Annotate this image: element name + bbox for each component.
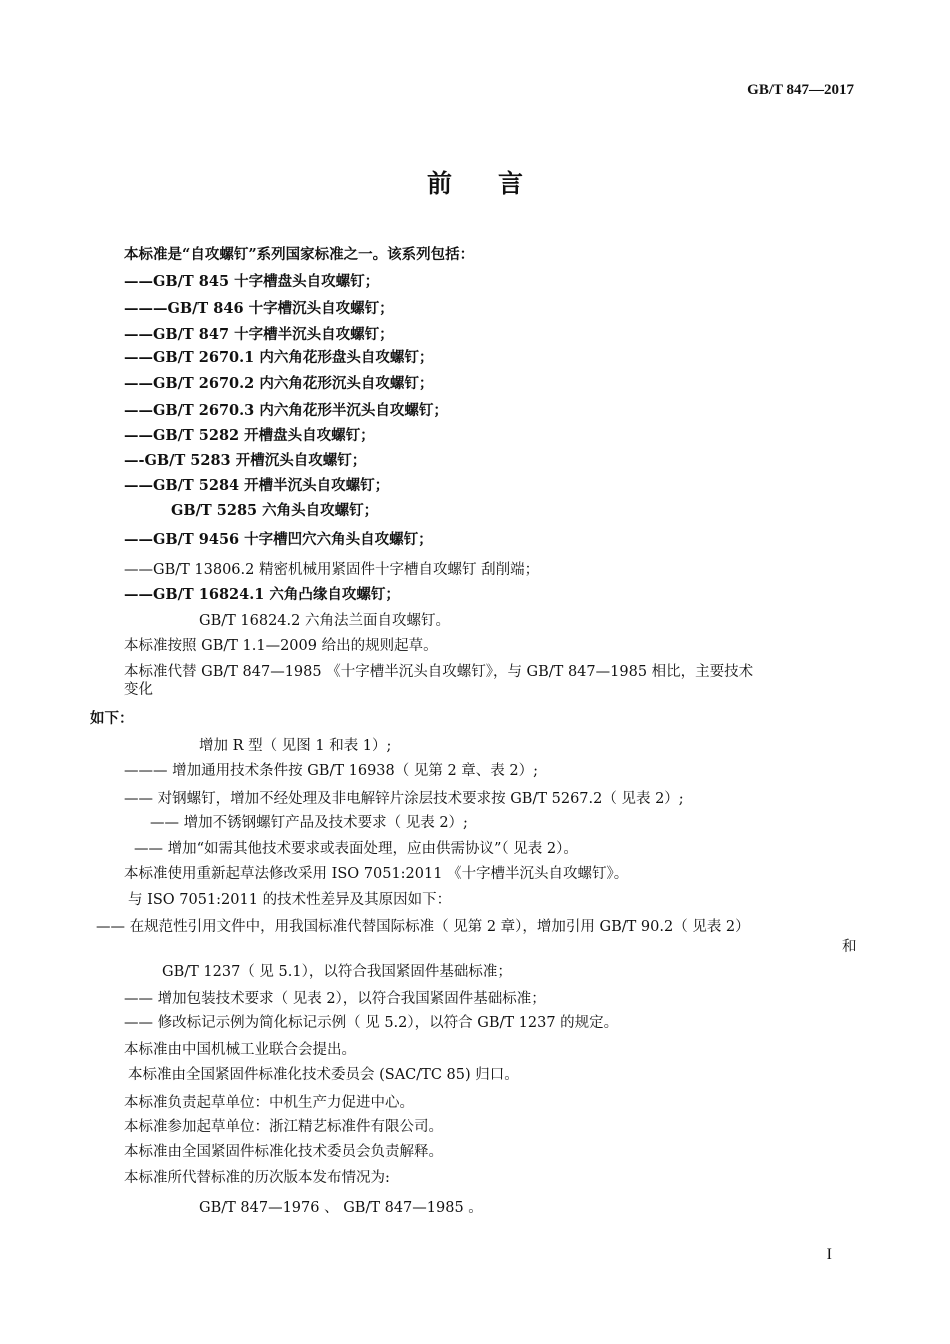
series-item: ——GB/T 2670.1 内六角花形盘头自攻螺钉；: [124, 349, 434, 366]
series-item: ——GB/T 16824.1 六角凸缘自攻螺钉；: [124, 586, 400, 603]
replacement-line: 本标准代替 GB/T 847—1985 《十字槽半沉头自攻螺钉》，与 GB/T 847—1985 相比，主要技术: [124, 664, 754, 680]
change-item: 增加 R 型（ 见图 1 和表 1）;: [199, 738, 392, 754]
history-versions: GB/T 847—1976 、 GB/T 847—1985 。: [199, 1200, 483, 1216]
drafting-rule-line: 本标准按照 GB/T 1.1—2009 给出的规则起草。: [124, 638, 438, 654]
series-item: ——GB/T 2670.2 内六角花形沉头自攻螺钉；: [124, 375, 434, 392]
changes-intro: 如下：: [90, 710, 134, 727]
series-item: ———GB/T 846 十字槽沉头自攻螺钉；: [124, 300, 394, 317]
series-item: ——GB/T 13806.2 精密机械用紧固件十字槽自攻螺钉 刮削端；: [124, 562, 540, 578]
page-number: I: [826, 1246, 832, 1263]
intro-line: 本标准是“自攻螺钉”系列国家标准之一。该系列包括：: [124, 246, 475, 263]
series-item: GB/T 5285 六角头自攻螺钉；: [171, 502, 379, 519]
drafting-unit-line: 本标准负责起草单位：中机生产力促进中心。: [124, 1095, 414, 1111]
difference-item-cont: 和: [842, 939, 857, 955]
series-item: ——GB/T 2670.3 内六角花形半沉头自攻螺钉；: [124, 402, 448, 419]
replacement-line-cont: 变化: [124, 682, 153, 698]
centralized-line: 本标准由全国紧固件标准化技术委员会 (SAC/TC 85) 归口。: [128, 1067, 519, 1083]
series-item: ——GB/T 5282 开槽盘头自攻螺钉；: [124, 427, 375, 444]
difference-intro: 与 ISO 7051:2011 的技术性差异及其原因如下：: [128, 892, 452, 908]
page-title: 前言: [426, 169, 569, 198]
difference-item: —— 修改标记示例为简化标记示例（ 见 5.2），以符合 GB/T 1237 的规定。: [124, 1015, 619, 1031]
series-item: ——GB/T 5284 开槽半沉头自攻螺钉；: [124, 477, 390, 494]
series-item: —-GB/T 5283 开槽沉头自攻螺钉；: [124, 452, 367, 469]
series-item: GB/T 16824.2 六角法兰面自攻螺钉。: [199, 613, 450, 629]
proposer-line: 本标准由中国机械工业联合会提出。: [124, 1042, 356, 1058]
series-item: ——GB/T 9456 十字槽凹穴六角头自攻螺钉；: [124, 531, 433, 548]
standard-code-header: GB/T 847—2017: [747, 82, 854, 98]
series-item: ——GB/T 847 十字槽半沉头自攻螺钉；: [124, 326, 394, 343]
interpretation-line: 本标准由全国紧固件标准化技术委员会负责解释。: [124, 1144, 443, 1160]
series-item: ——GB/T 845 十字槽盘头自攻螺钉；: [124, 273, 380, 290]
change-item: ——— 增加通用技术条件按 GB/T 16938（ 见第 2 章、表 2）;: [124, 763, 539, 779]
change-item: —— 增加“如需其他技术要求或表面处理，应由供需协议”（ 见表 2）。: [134, 841, 578, 857]
history-intro: 本标准所代替标准的历次版本发布情况为:: [124, 1170, 390, 1186]
participating-unit-line: 本标准参加起草单位：浙江精艺标准件有限公司。: [124, 1119, 443, 1135]
change-item: —— 增加不锈钢螺钉产品及技术要求（ 见表 2）;: [150, 815, 468, 831]
difference-item: —— 增加包装技术要求（ 见表 2），以符合我国紧固件基础标准；: [124, 991, 546, 1007]
difference-item: —— 在规范性引用文件中，用我国标准代替国际标准（ 见第 2 章），增加引用 GB/T 90.2（ 见表 2）: [96, 919, 750, 935]
difference-item-cont: GB/T 1237（ 见 5.1），以符合我国紧固件基础标准；: [162, 964, 512, 980]
change-item: —— 对钢螺钉，增加不经处理及非电解锌片涂层技术要求按 GB/T 5267.2（ 见表 2）;: [124, 791, 684, 807]
adoption-line: 本标准使用重新起草法修改采用 ISO 7051:2011 《十字槽半沉头自攻螺钉》。: [124, 866, 629, 882]
